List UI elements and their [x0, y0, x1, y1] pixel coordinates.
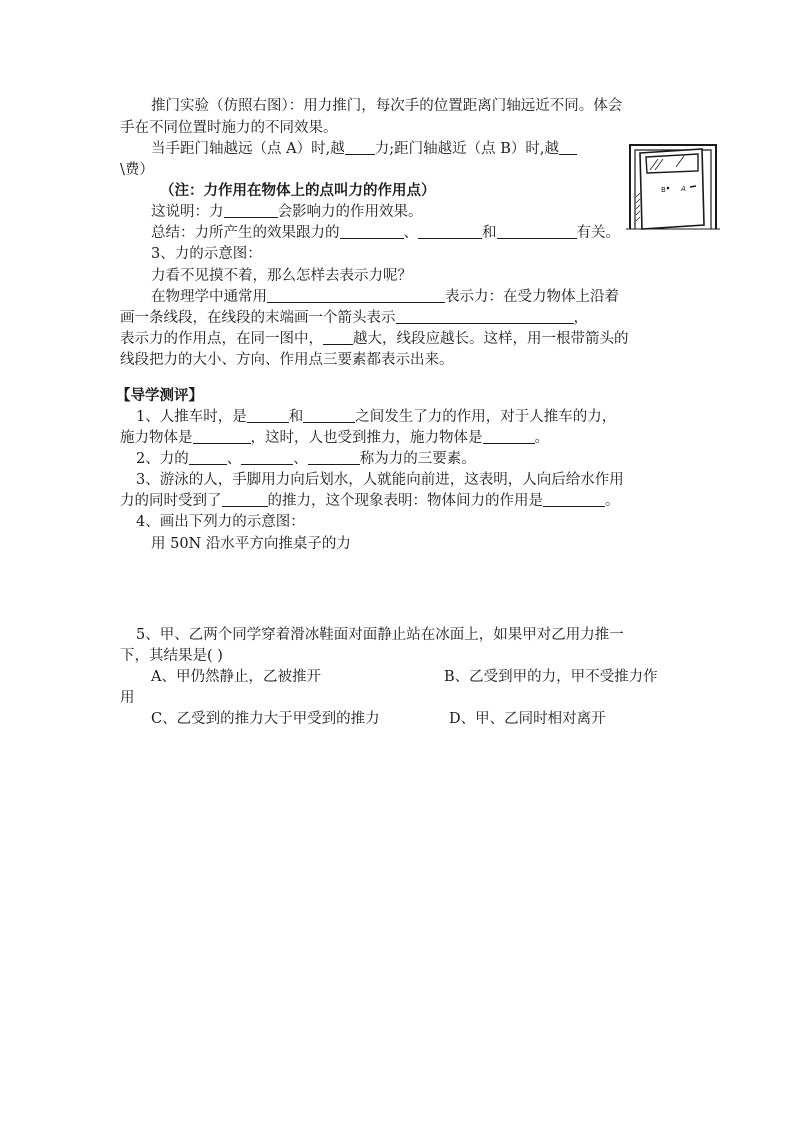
question-c-text: \费）	[120, 162, 154, 178]
explain-line	[151, 202, 423, 222]
q1-text: 施力物体是	[120, 430, 193, 446]
summary-pre-text: 总结：力所产生的效果跟力的	[151, 225, 340, 241]
q3-text: 力的同时受到了	[120, 493, 222, 509]
section-heading: 【导学测评】	[116, 387, 203, 404]
answer-blank[interactable]	[497, 223, 577, 239]
q5-line-2: 下，其结果是( )	[120, 648, 223, 664]
answer-blank[interactable]	[224, 202, 278, 218]
answer-blank[interactable]	[308, 449, 360, 465]
question-a-text: 当手距门轴越远（点 A）时,越	[151, 141, 345, 157]
answer-blank[interactable]	[340, 223, 404, 239]
question-door-line	[151, 139, 577, 159]
separator-text: 、	[293, 451, 308, 467]
answer-blank[interactable]	[396, 308, 574, 324]
q1-text: 1、人推车时，是	[136, 409, 247, 425]
question-b-text: 力;距门轴越近（点 B）时,越	[374, 141, 559, 157]
and-text: 和	[482, 225, 497, 241]
answer-blank[interactable]	[559, 139, 577, 155]
point-a-label: A	[681, 185, 686, 193]
q3-text: 的推力，这个现象表明：物体间力的作用是	[267, 493, 543, 509]
q3-end-text: 。	[605, 493, 620, 509]
q1-end-text: 。	[534, 430, 549, 446]
q1-line-1	[136, 407, 616, 427]
answer-blank[interactable]	[483, 428, 535, 444]
q2-text: 2、力的	[136, 451, 189, 467]
physics-pre-text: 在物理学中通常用	[151, 289, 267, 305]
answer-blank[interactable]	[323, 329, 353, 345]
summary-post-text: 有关。	[576, 225, 620, 241]
q5-line-1: 5、甲、乙两个同学穿着滑冰鞋面对面静止站在冰面上，如果甲对乙用力推一	[136, 627, 624, 643]
answer-blank[interactable]	[193, 428, 251, 444]
answer-blank[interactable]	[189, 449, 227, 465]
segment-post-text: ，	[573, 310, 588, 326]
physics-line	[151, 287, 619, 307]
heading-force-diagram: 3、力的示意图：	[151, 246, 262, 262]
option-a: A、甲仍然静止，乙被推开	[151, 669, 321, 685]
answer-blank[interactable]	[267, 287, 445, 303]
q3-line-2	[120, 491, 620, 511]
separator-text: 、	[403, 225, 418, 241]
q2-line	[136, 449, 476, 469]
question-text: 力看不见摸不着，那么怎样去表示力呢？	[151, 268, 412, 284]
point-line	[120, 329, 629, 349]
q1-and-text: 和	[288, 409, 304, 425]
option-b-continued: 用	[120, 690, 135, 706]
answer-blank[interactable]	[345, 139, 375, 155]
point-pre-text: 表示力的作用点，在同一图中，	[120, 331, 323, 347]
segment-pre-text: 画一条线段，在线段的末端画一个箭头表示	[120, 310, 396, 326]
final-text: 线段把力的大小、方向、作用点三要素都表示出来。	[120, 352, 454, 368]
answer-blank[interactable]	[241, 449, 293, 465]
q4-line: 4、画出下列力的示意图：	[136, 514, 305, 530]
point-b-label: B	[661, 186, 666, 194]
answer-blank[interactable]	[222, 491, 268, 507]
segment-line	[120, 308, 588, 328]
answer-blank[interactable]	[418, 223, 482, 239]
summary-line	[151, 223, 620, 243]
q3-line-1: 3、游泳的人，手脚用力向后划水，人就能向前进，这表明，人向后给水作用	[136, 472, 624, 488]
answer-blank[interactable]	[543, 491, 605, 507]
intro-line-2: 手在不同位置时施力的不同效果。	[120, 120, 338, 136]
q1-text: ，这时，人也受到推力，施力物体是	[250, 430, 483, 446]
q1-line-2	[120, 428, 549, 448]
note-text: （注：力作用在物体上的点叫力的作用点）	[160, 182, 436, 199]
point-post-text: 越大，线段应越长。这样，用一根带箭头的	[353, 331, 629, 347]
explain-pre-text: 这说明：力	[151, 204, 224, 220]
q2-text: 称为力的三要素。	[359, 451, 476, 467]
q4-subline: 用 50N 沿水平方向推桌子的力	[151, 536, 351, 552]
door-illustration	[622, 137, 722, 233]
option-b: B、乙受到甲的力，甲不受推力作	[444, 669, 658, 685]
answer-blank[interactable]	[247, 407, 289, 423]
option-c: C、乙受到的推力大于甲受到的推力	[151, 711, 380, 727]
point-b-marker	[667, 187, 670, 190]
separator-text: 、	[226, 451, 242, 467]
physics-post-text: 表示力：在受力物体上沿着	[445, 289, 619, 305]
answer-blank[interactable]	[303, 407, 355, 423]
intro-line-1: 推门实验（仿照右图）：用力推门，每次手的位置距离门轴远近不同。体会	[151, 98, 623, 114]
q1-text: 之间发生了力的作用，对于人推车的力，	[355, 409, 617, 425]
option-d: D、甲、乙同时相对离开	[449, 711, 606, 727]
explain-post-text: 会影响力的作用效果。	[277, 204, 423, 220]
